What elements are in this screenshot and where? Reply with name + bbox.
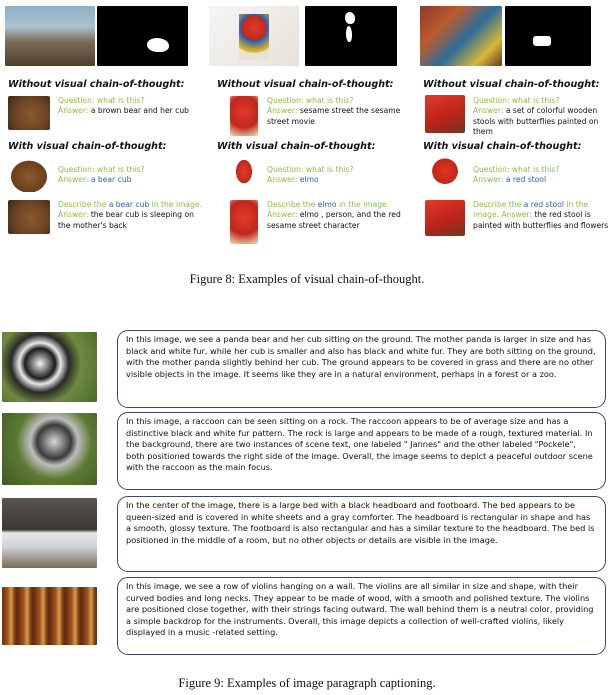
- elmo-mask-shape-2: [346, 26, 352, 42]
- question: Question: what is this?: [58, 96, 145, 105]
- describe-answer: elmo , person, and the red sesame street character: [267, 210, 401, 230]
- figure9-caption: Figure 9: Examples of image paragraph captioning.: [178, 676, 436, 690]
- stool-mask: [505, 6, 591, 66]
- question: Question: what is this?: [473, 96, 560, 105]
- answer-prefix: Answer:: [473, 106, 504, 116]
- caption-bubble: In this image, we see a row of violins hanging on a wall. The violins are all similar in size and shape, with their curved bodies and long necks. They appear to be made of wood, with a smooth and polished texture. The violins are positioned close together, with their strings facing outward. The wall behind them is a neutral color, providing a simple backdrop for the instruments. Overall, this image depicts a collection of well-crafted violins, likely displayed in a music -related setting.: [117, 577, 606, 655]
- with-cot-qa: [58, 165, 203, 186]
- without-cot-heading: Without visual chain-of-thought:: [217, 79, 394, 90]
- caption-bubble: In this image, we see a panda bear and her cub sitting on the ground. The mother panda is larger in size and has black and white fur, while her cub is smaller and also has black and white fur. They are both sitting on the ground, with the mother panda slightly behind her cub. The ground appears to be covered in grass and there are no other visible objects in the image. It seems like they are in a natural environment, perhaps in a forest or a zoo.: [117, 330, 606, 408]
- answer-prefix: Answer:: [267, 106, 298, 116]
- answer-prefix: Answer:: [473, 175, 504, 185]
- bears-photo: [5, 6, 95, 66]
- without-cot-heading: Without visual chain-of-thought:: [423, 79, 600, 90]
- with-cot-heading: With visual chain-of-thought:: [423, 141, 582, 152]
- describe-suffix: in the image. Answer:: [473, 200, 589, 220]
- answer: a bear cub: [90, 175, 132, 185]
- bear-cub-crop-2: [8, 200, 50, 234]
- stool-mask-shape: [533, 36, 551, 46]
- caption-bubble: In the center of the image, there is a large bed with a black headboard and footboard. The bed appears to be queen-sized and is covered in white sheets and a gray comforter. The headboard is rectangular in shape and has a smooth, glossy texture. The footboard is also rectangular and has a similar texture to the headboard. The bed is positioned in the middle of a room, but no other objects or details are visible in the image.: [117, 496, 606, 572]
- answer-prefix: Answer:: [58, 106, 89, 116]
- answer-prefix: Answer:: [58, 175, 89, 185]
- answer: a set of colorful wooden stools with butterflies painted on them: [473, 106, 599, 137]
- answer: a brown bear and her cub: [90, 106, 189, 116]
- with-cot-qa: [473, 165, 613, 186]
- stools-photo: [420, 6, 502, 66]
- describe-prefix: Describe the: [473, 200, 522, 209]
- figure8-caption: Figure 8: Examples of visual chain-of-thought.: [189, 272, 425, 286]
- question: Question: what is this?: [267, 165, 354, 174]
- with-cot-heading: With visual chain-of-thought:: [8, 141, 167, 152]
- elmo-crop: [230, 96, 258, 136]
- elmo-figure: [239, 14, 269, 60]
- describe-answer: the bear cub is sleeping on the mother's back: [58, 210, 194, 230]
- answer: a red stool: [505, 175, 547, 185]
- describe-suffix: in the image. Answer:: [267, 200, 390, 220]
- bear-cub-mask: [97, 6, 188, 66]
- elmo-mask: [305, 6, 397, 66]
- describe-prefix: Describe the: [267, 200, 316, 209]
- red-stool-cutout: [425, 155, 465, 191]
- without-cot-qa: [267, 96, 412, 127]
- panda-photo: [2, 332, 97, 402]
- red-stool-crop: [425, 200, 465, 236]
- question: Question: what is this?: [267, 96, 354, 105]
- elmo-cutout: [230, 158, 258, 192]
- with-cot-qa: [267, 165, 412, 186]
- figure8-example-stools: [420, 0, 614, 230]
- bear-cub-mask-shape: [147, 38, 169, 52]
- question: Question: what is this?: [58, 165, 145, 174]
- elmo-crop-2: [230, 200, 258, 244]
- without-cot-qa: [58, 96, 203, 117]
- answer: sesame street the sesame street movie: [267, 106, 401, 126]
- describe-object: a bear cub: [108, 200, 150, 209]
- describe-answer: the red stool is painted with butterflies and flowers: [473, 210, 609, 230]
- stools-crop: [425, 95, 465, 133]
- without-cot-heading: Without visual chain-of-thought:: [8, 79, 185, 90]
- violins-photo: [2, 587, 97, 645]
- describe-suffix: in the image. Answer:: [58, 200, 202, 220]
- figure8-example-bears: [5, 0, 210, 230]
- describe-object: a red stool: [523, 200, 564, 209]
- describe-qa: [473, 200, 613, 231]
- describe-prefix: Describe the: [58, 200, 107, 209]
- without-cot-qa: [473, 96, 613, 138]
- bear-cub-crop: [8, 158, 50, 192]
- bed-photo: [2, 498, 97, 568]
- elmo-mask-shape: [345, 12, 355, 24]
- elmo-photo: [209, 6, 299, 66]
- figure8-example-elmo: [209, 0, 414, 230]
- describe-object: elmo: [317, 200, 337, 209]
- with-cot-heading: With visual chain-of-thought:: [217, 141, 376, 152]
- question: Question: what is this?: [473, 165, 560, 174]
- bears-crop: [8, 96, 50, 130]
- describe-qa: [58, 200, 206, 231]
- raccoon-photo: [2, 413, 97, 485]
- answer-prefix: Answer:: [267, 175, 298, 185]
- describe-qa: [267, 200, 412, 231]
- answer: elmo: [299, 175, 319, 185]
- caption-bubble: In this image, a raccoon can be seen sitting on a rock. The raccoon appears to be of average size and has a distinctive black and white fur pattern. The rock is large and appears to be made of a rough, textured material. In the background, there are two instances of scene text, one labeled " Jannes" and the other labeled "Pockele", both positioned towards the right side of the image. Overall, the image seems to depict a peaceful outdoor scene with the raccoon as the main focus.: [117, 412, 606, 490]
